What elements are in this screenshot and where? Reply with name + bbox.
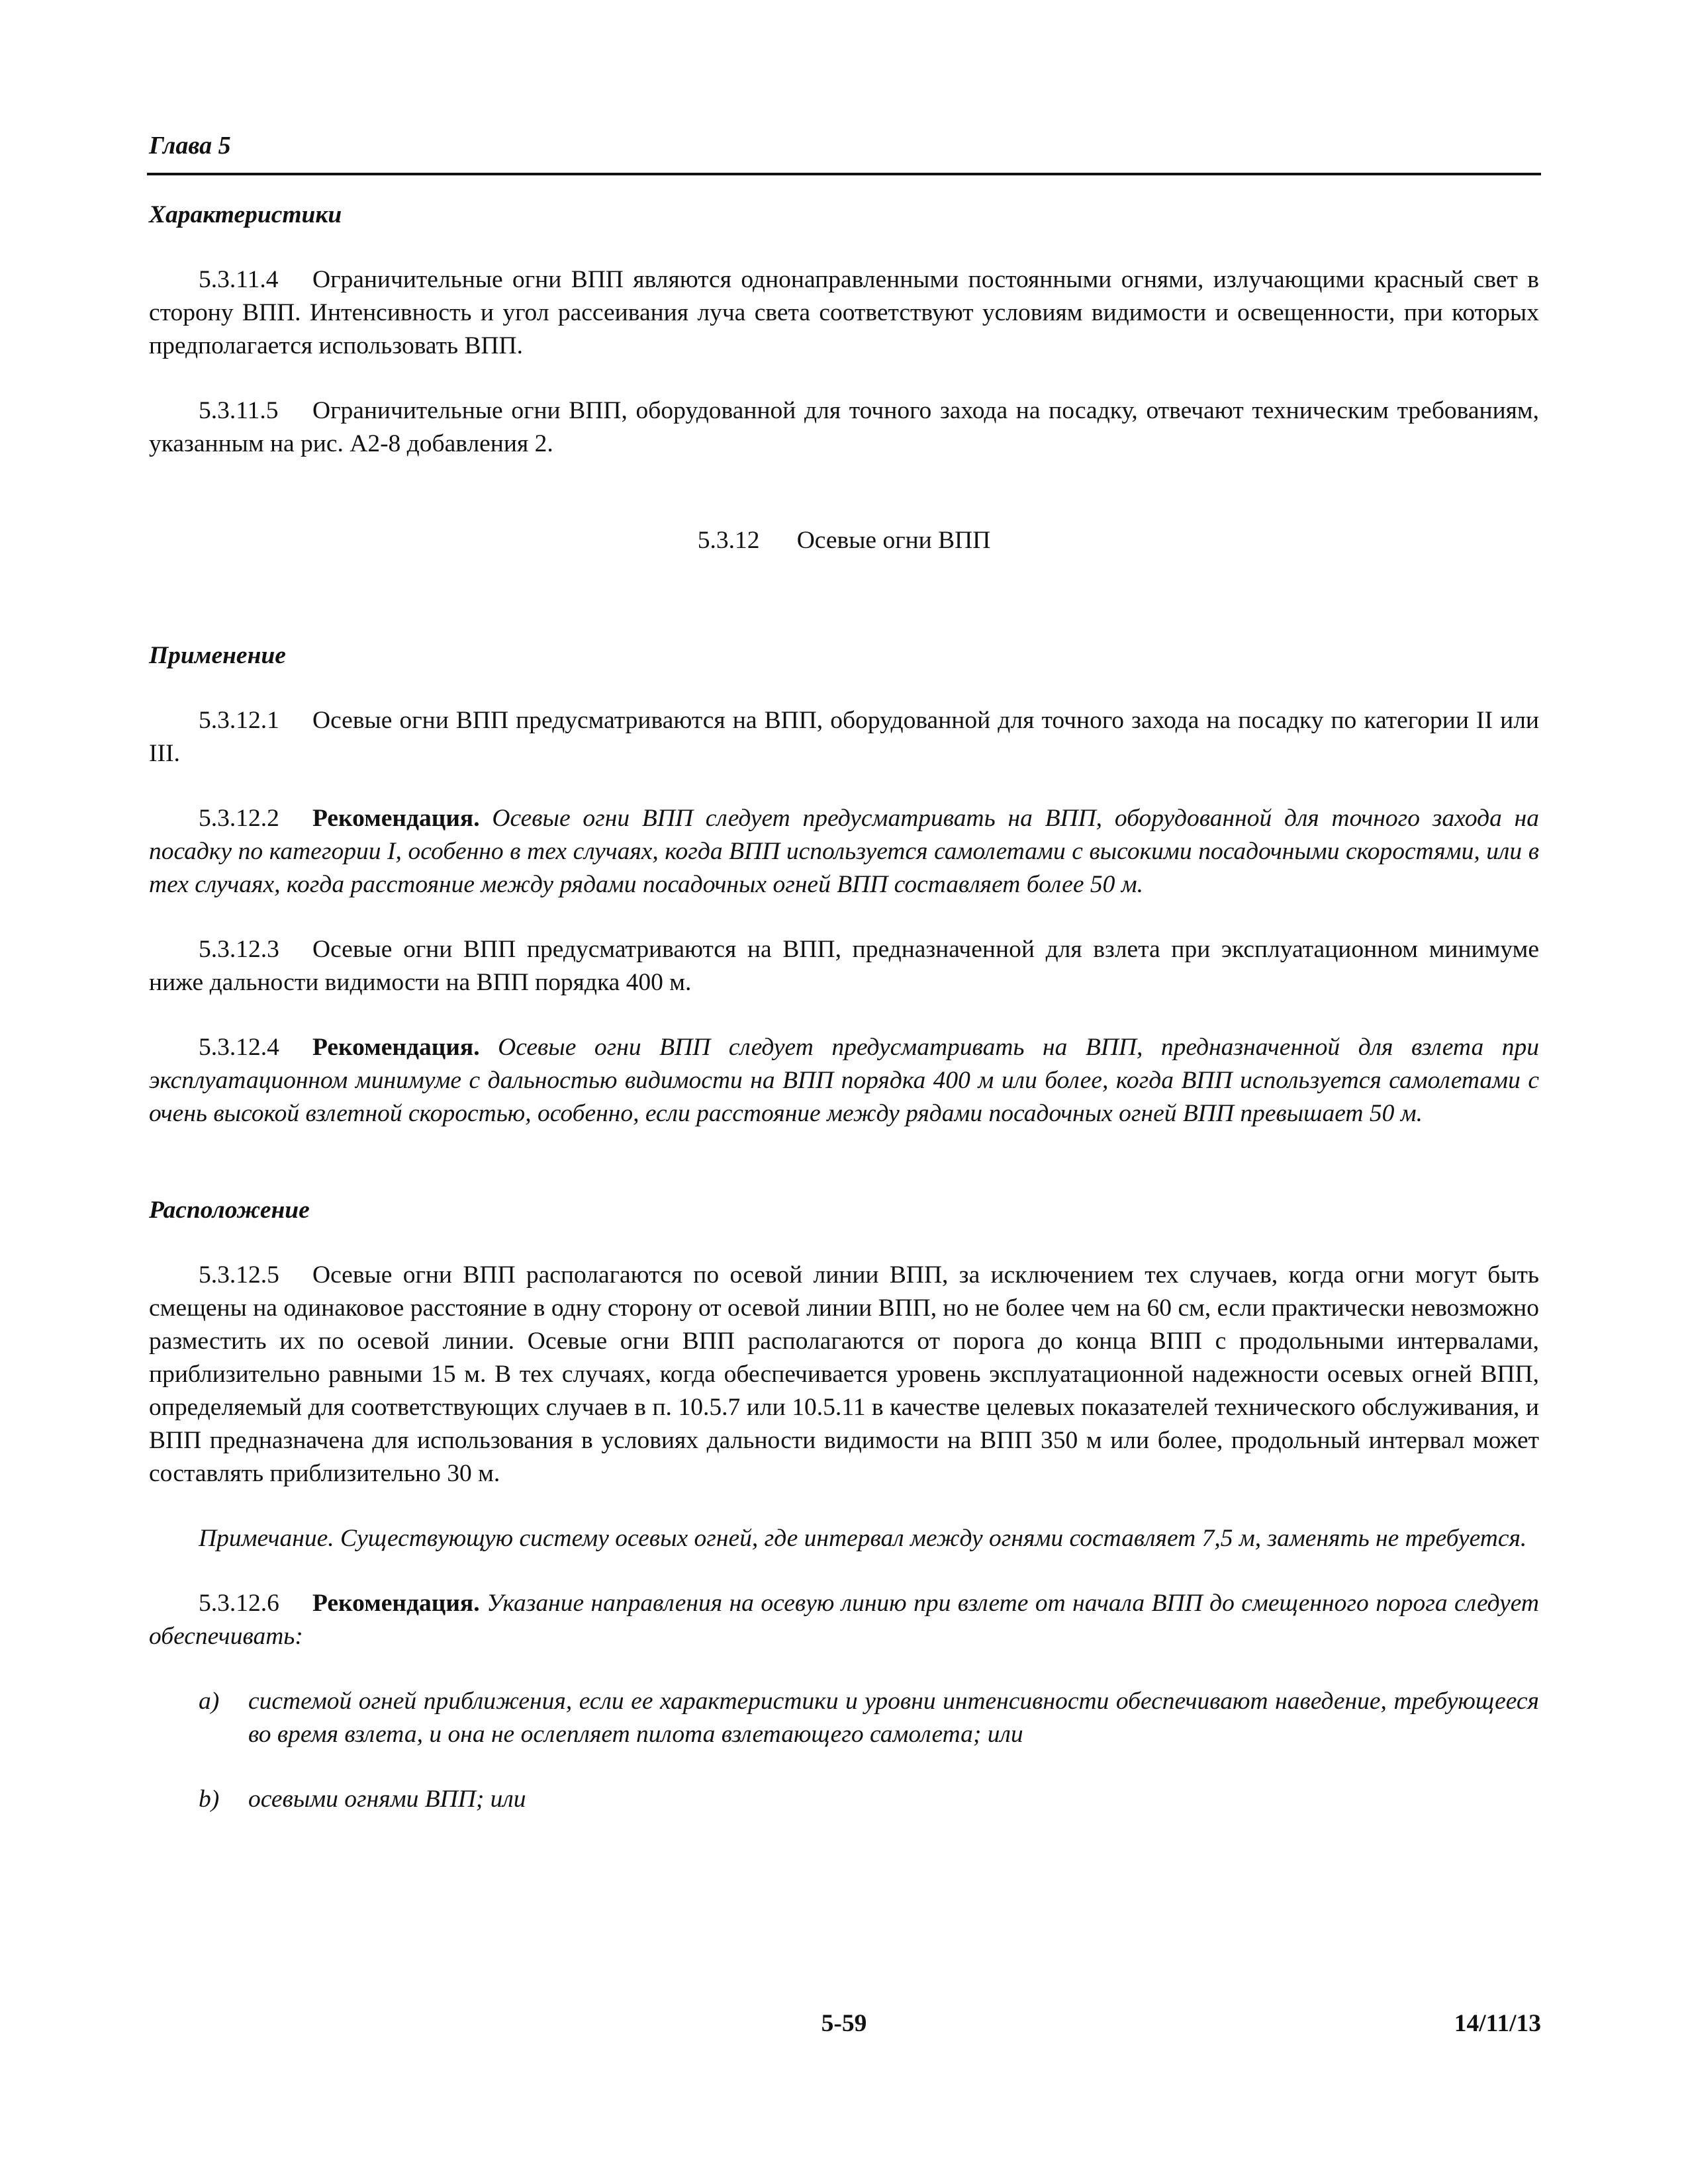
section-number: 5.3.12	[697, 527, 760, 554]
list-item	[149, 1685, 1539, 1751]
chapter-header: Глава 5	[149, 132, 231, 159]
paragraph-number: 5.3.12.6	[199, 1590, 279, 1617]
footer-date: 14/11/13	[1454, 2010, 1541, 2037]
paragraph-number: 5.3.12.5	[199, 1261, 279, 1289]
paragraph-5-3-11-5	[149, 394, 1539, 461]
paragraph-5-3-11-4	[149, 263, 1539, 363]
paragraph-text: Осевые огни ВПП располагаются по осевой линии ВПП, за исключением тех случаев, когда огни могут быть смещены на одинаковое расстояние в одну сторону от осевой линии ВПП, но не более чем на 60 см, если практически невозможно разместить их по осевой линии. Осевые огни ВПП располагаются от порога до конца ВПП с продольными интервалами, приблизительно равными 15 м. В тех случаях, когда обеспечивается уровень эксплуатационной надежности осевых огней ВПП, определяемый для соответствующих случаев в п. 10.5.7 или 10.5.11 в качестве целевых показателей технического обслуживания, и ВПП предназначена для использования в условиях дальности видимости на ВПП 350 м или более, продольный интервал может составлять приблизительно 30 м.	[149, 1261, 1539, 1487]
list-item-text: осевыми огнями ВПП; или	[248, 1786, 526, 1813]
recommendation-label: Рекомендация.	[312, 805, 480, 832]
paragraph-5-3-12-1	[149, 704, 1539, 770]
paragraph-number: 5.3.11.5	[199, 397, 279, 424]
paragraph-number: 5.3.12.4	[199, 1034, 279, 1061]
paragraph-5-3-12-2	[149, 802, 1539, 901]
recommendation-label: Рекомендация.	[312, 1590, 480, 1617]
note: Примечание. Существующую систему осевых огней, где интервал между огнями составляет 7,5 м, заменять не требуется.	[199, 1525, 1527, 1552]
page-number: 5-59	[821, 2010, 867, 2037]
section-title-text: Осевые огни ВПП	[796, 527, 991, 554]
paragraph-text: Осевые огни ВПП предусматриваются на ВПП, оборудованной для точного захода на посадку по категории II или III.	[149, 707, 1539, 767]
paragraph-5-3-12-6	[149, 1587, 1539, 1653]
page-content	[149, 199, 1539, 1816]
paragraph-number: 5.3.12.2	[199, 805, 279, 832]
list-item	[149, 1783, 1539, 1816]
paragraph-text: Ограничительные огни ВПП являются однонаправленными постоянными огнями, излучающими красный свет в сторону ВПП. Интенсивность и угол рассеивания луча света соответствуют условиям видимости и освещенности, при которых предполагается использовать ВПП.	[149, 266, 1539, 359]
paragraph-5-3-12-5	[149, 1259, 1539, 1490]
characteristics-heading: Характеристики	[149, 201, 342, 228]
paragraph-text: Осевые огни ВПП предусматриваются на ВПП, предназначенной для взлета при эксплуатационном минимуме ниже дальности видимости на ВПП порядка 400 м.	[149, 936, 1539, 996]
paragraph-5-3-12-4	[149, 1031, 1539, 1130]
location-heading: Расположение	[149, 1197, 310, 1224]
paragraph-text: Ограничительные огни ВПП, оборудованной для точного захода на посадку, отвечают техническим требованиям, указанным на рис. А2-8 добавления 2.	[149, 397, 1539, 457]
header-rule	[147, 173, 1541, 175]
recommendation-label: Рекомендация.	[312, 1034, 480, 1061]
application-heading: Применение	[149, 642, 286, 669]
list-marker: a)	[199, 1688, 220, 1715]
section-title-5-3-12	[149, 524, 1539, 557]
paragraph-text: Осевые огни ВПП следует предусматривать на ВПП, оборудованной для точного захода на посадку по категории I, особенно в тех случаях, когда ВПП используется самолетами с высокими посадочными скоростями, или в тех случаях, когда расстояние между рядами посадочных огней ВПП составляет более 50 м.	[149, 805, 1540, 898]
list-item-text: системой огней приближения, если ее характеристики и уровни интенсивности обеспечивают наведение, требующееся во время взлета, и она не ослепляет пилота взлетающего самолета; или	[248, 1688, 1539, 1748]
paragraph-number: 5.3.12.3	[199, 936, 279, 963]
list-marker: b)	[199, 1786, 220, 1813]
paragraph-text: Осевые огни ВПП следует предусматривать на ВПП, предназначенной для взлета при эксплуатационном минимуме с дальностью видимости на ВПП порядка 400 м или более, когда ВПП используется самолетами с очень высокой взлетной скоростью, особенно, если расстояние между рядами посадочных огней ВПП превышает 50 м.	[149, 1034, 1539, 1127]
paragraph-number: 5.3.12.1	[199, 707, 279, 734]
paragraph-5-3-12-3	[149, 933, 1539, 999]
paragraph-text: Указание направления на осевую линию при взлете от начала ВПП до смещенного порога следует обеспечивать:	[149, 1590, 1540, 1650]
paragraph-number: 5.3.11.4	[199, 266, 279, 293]
